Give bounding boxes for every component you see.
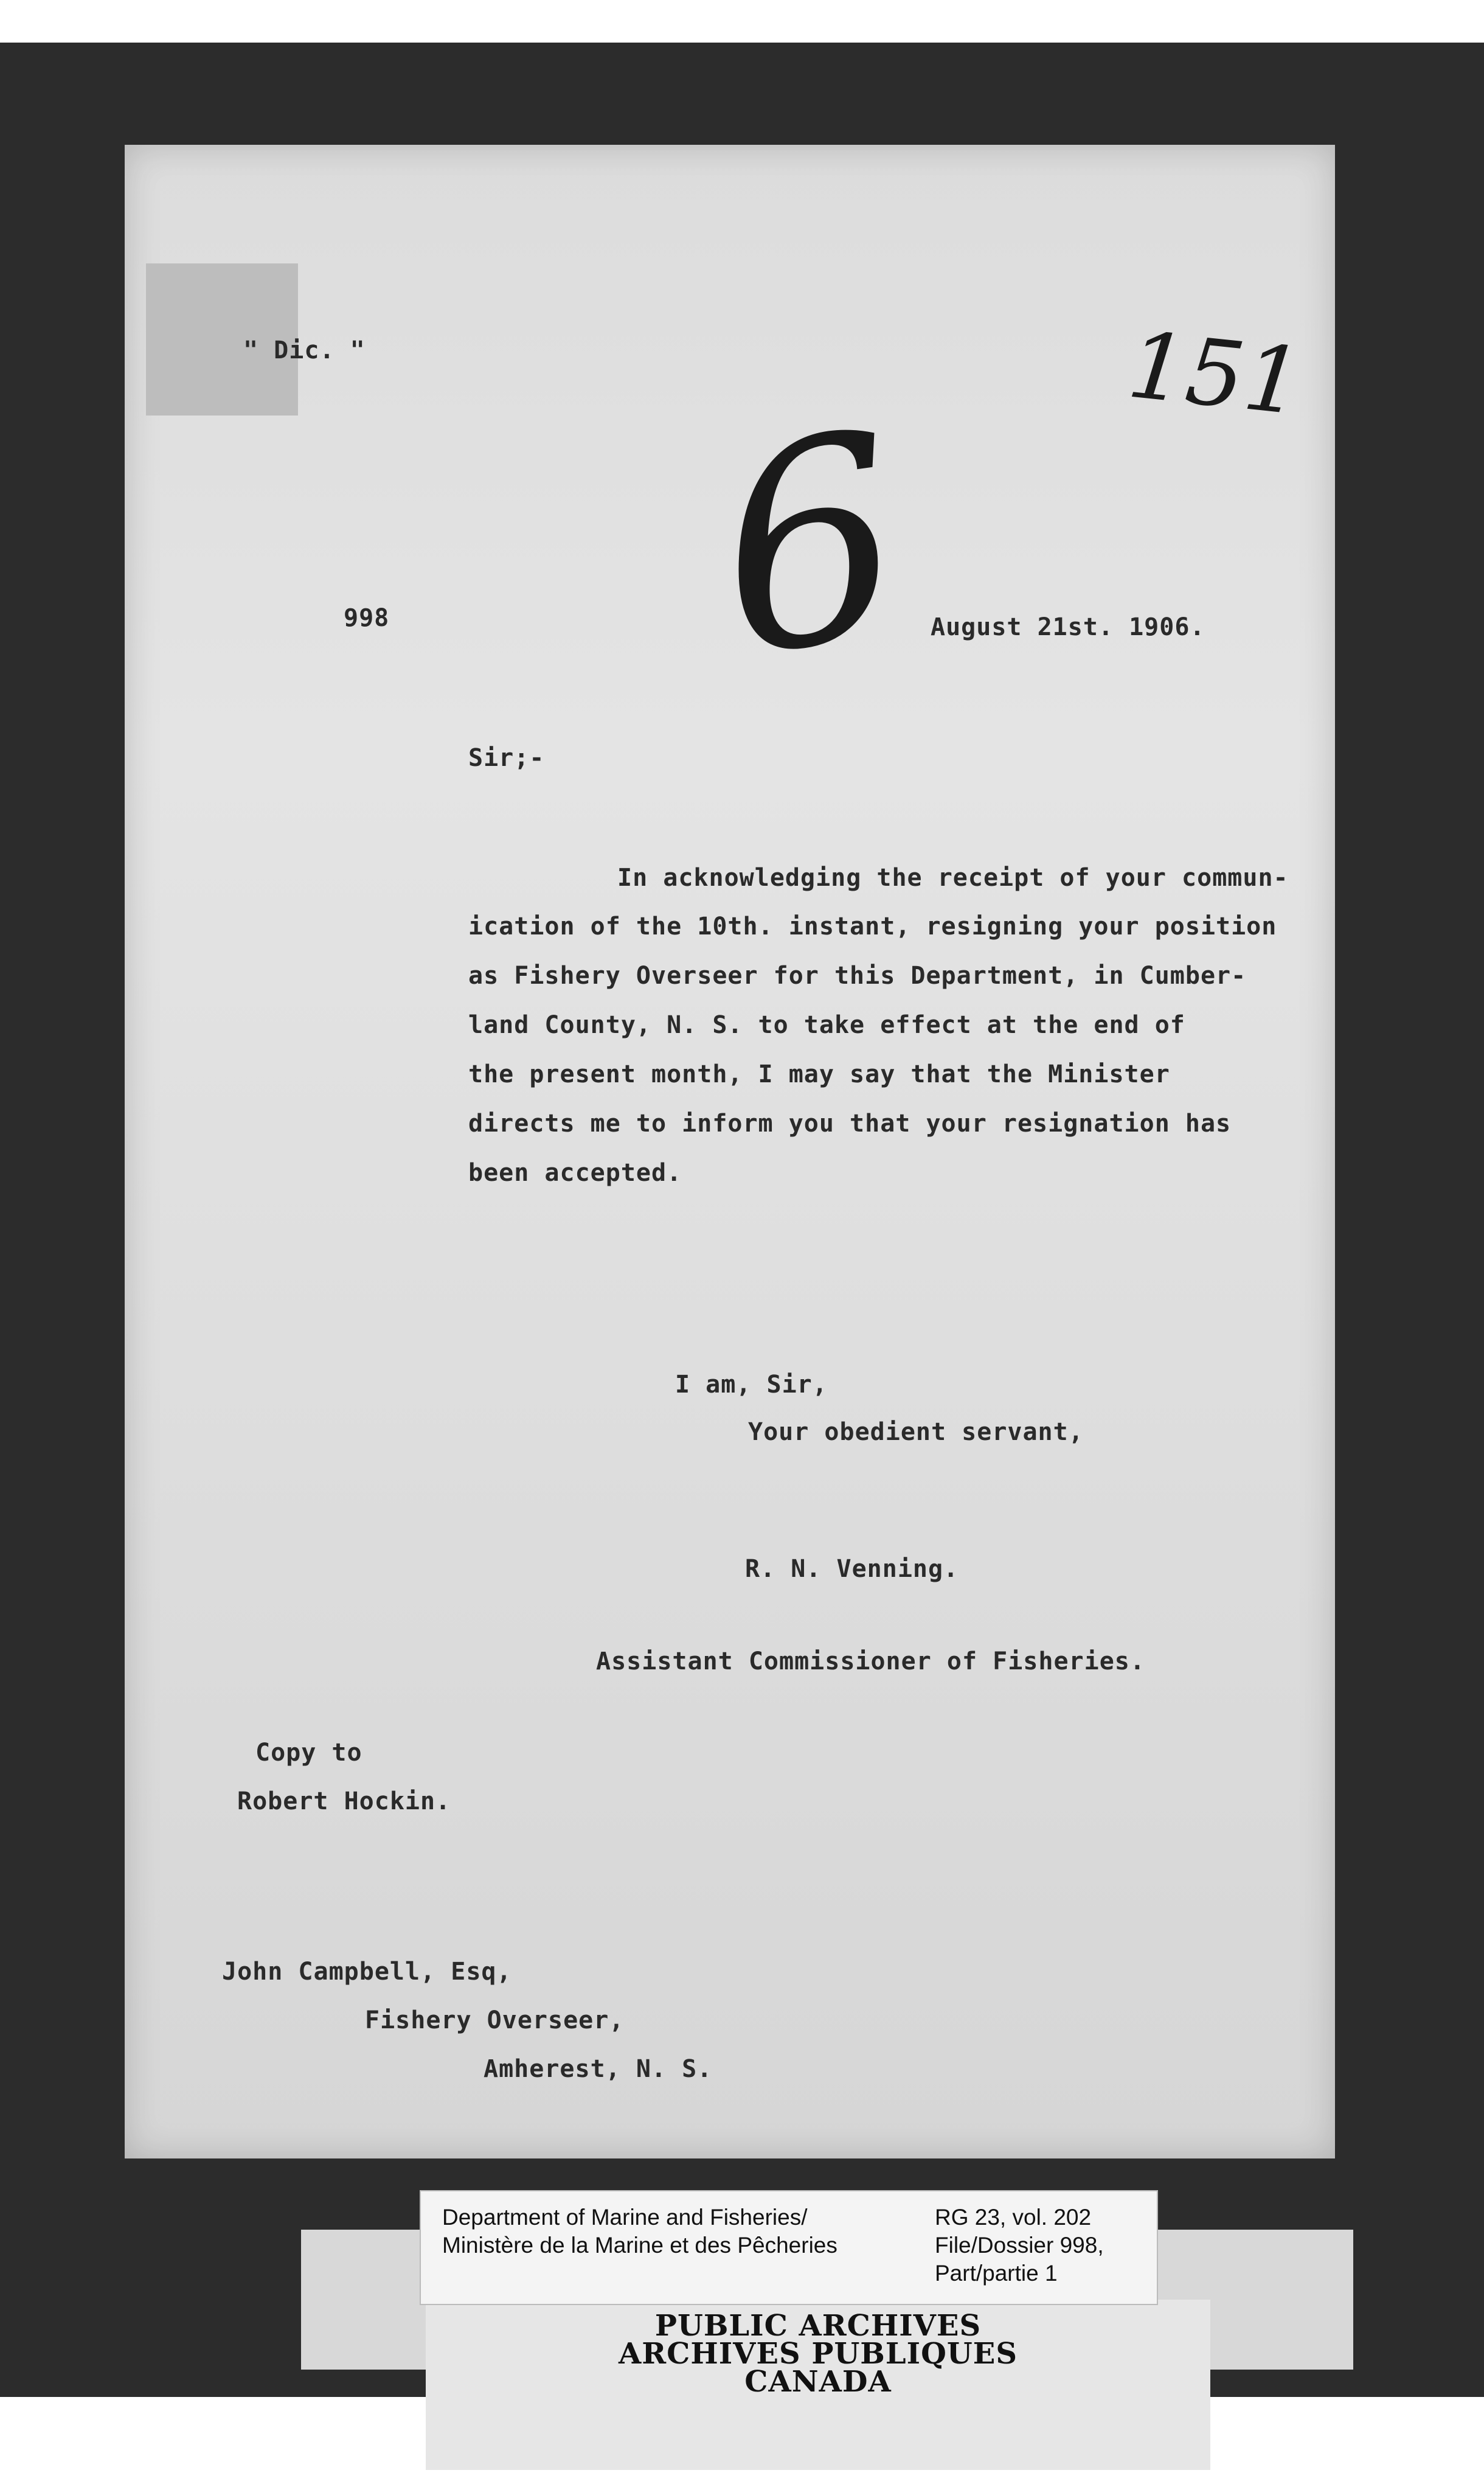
letter-date: August 21st. 1906. [931, 613, 1205, 641]
letter-page [125, 145, 1335, 2158]
department-english: Department of Marine and Fisheries/ [442, 2205, 808, 2230]
page-number: 151 [1123, 312, 1308, 436]
copy-to-name: Robert Hockin. [237, 1787, 451, 1815]
file-number: 998 [344, 604, 390, 632]
signatory-name: R. N. Venning. [745, 1555, 959, 1583]
salutation: Sir;- [468, 744, 545, 772]
recipient-name: John Campbell, Esq, [222, 1958, 512, 1986]
handwritten-mark: 6 [699, 372, 921, 720]
copy-to-label: Copy to [255, 1739, 362, 1767]
archive-stamp-text [426, 2309, 1210, 2399]
body-line: ication of the 10th. instant, resigning your position [468, 913, 1277, 941]
closing-line-2: Your obedient servant, [748, 1418, 1084, 1446]
signatory-title: Assistant Commissioner of Fisheries. [596, 1647, 1145, 1675]
closing-line-1: I am, Sir, [675, 1371, 828, 1399]
body-line: directs me to inform you that your resignation has [468, 1110, 1232, 1138]
archive-stamp-line-2: ARCHIVES PUBLIQUES [619, 2337, 1018, 2371]
body-line: the present month, I may say that the Minister [468, 1060, 1170, 1088]
recipient-place: Amherest, N. S. [484, 2055, 713, 2083]
body-line: In acknowledging the receipt of your commun- [617, 864, 1289, 892]
recipient-title: Fishery Overseer, [365, 2006, 625, 2034]
body-line: as Fishery Overseer for this Department, in Cumber- [468, 962, 1247, 990]
record-group: RG 23, vol. 202 [935, 2205, 1092, 2230]
archive-stamp-line-3: CANADA [744, 2365, 892, 2399]
archive-reference-label [420, 2190, 1158, 2305]
department-french: Ministère de la Marine et des Pêcheries [442, 2233, 837, 2258]
body-line: been accepted. [468, 1159, 682, 1187]
header-reference: " Dic. " [243, 336, 366, 364]
body-line: land County, N. S. to take effect at the end of [468, 1011, 1185, 1039]
archive-stamp-line-1: PUBLIC ARCHIVES [654, 2309, 982, 2343]
file-dossier: File/Dossier 998, [935, 2233, 1104, 2258]
part-partie: Part/partie 1 [935, 2261, 1058, 2286]
